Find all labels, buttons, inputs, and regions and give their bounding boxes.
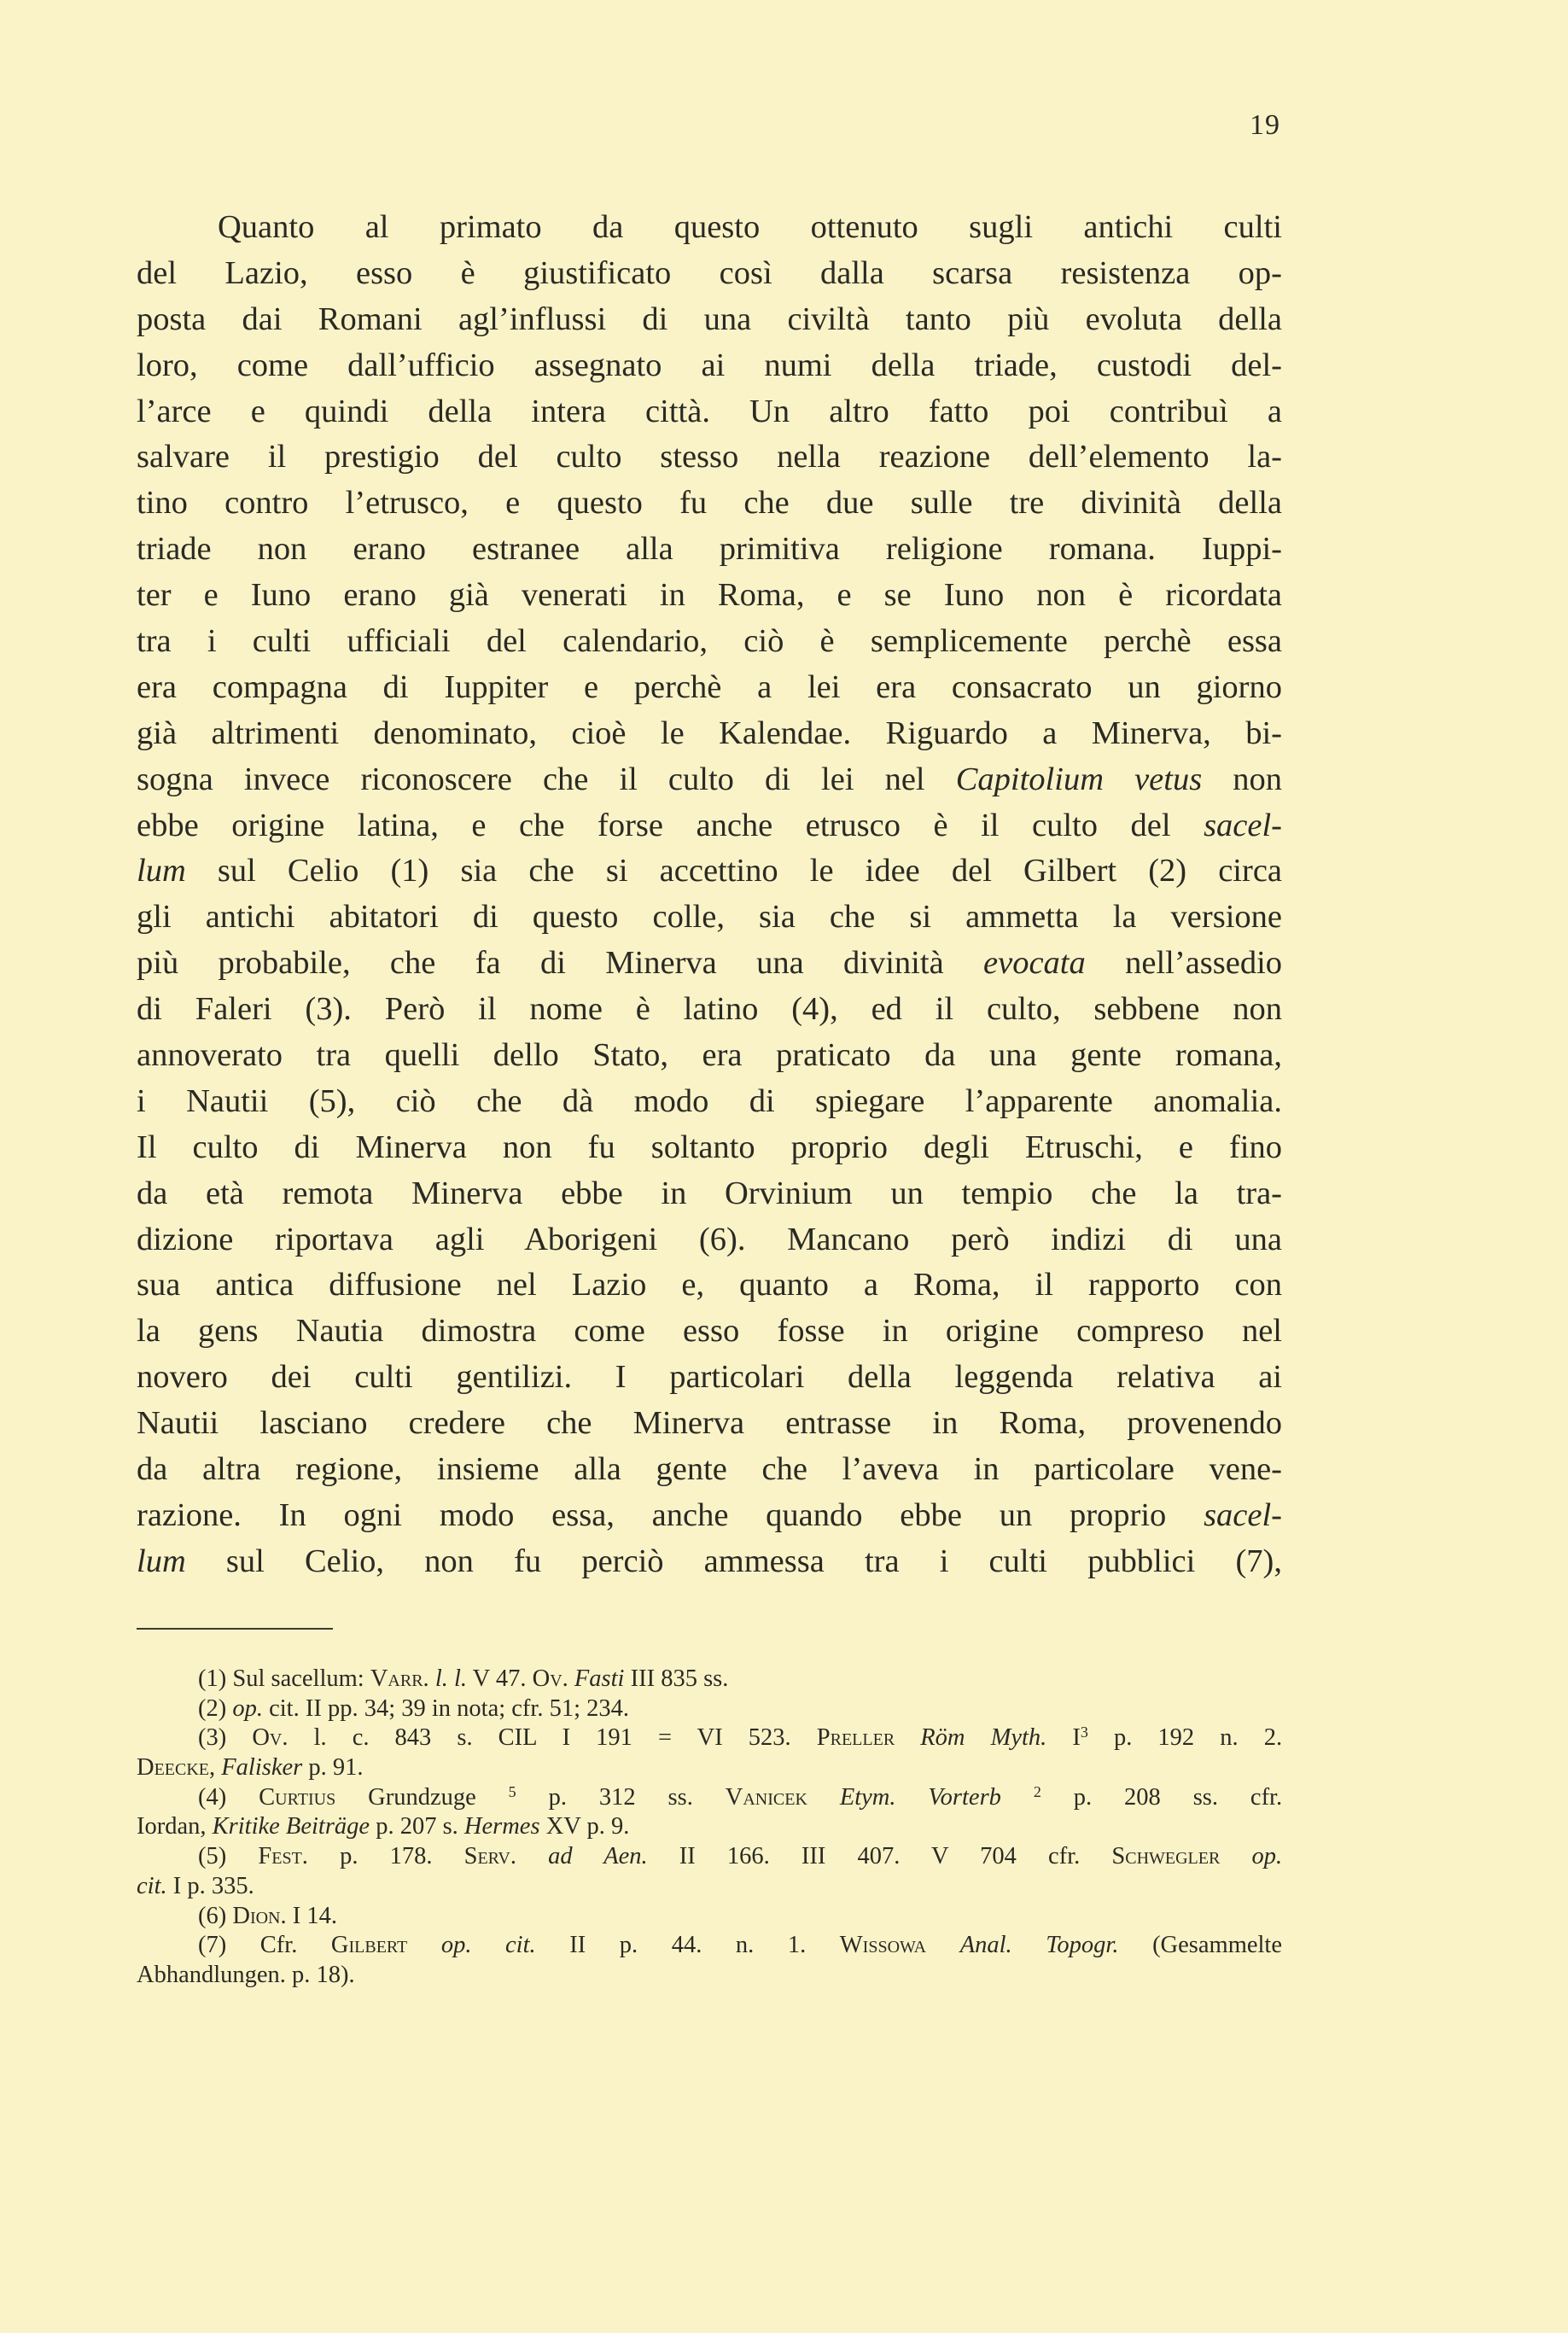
italic-term: sacel- — [1204, 807, 1282, 843]
footnote-number: (6) — [198, 1902, 227, 1929]
footnote-number: (2) — [198, 1694, 227, 1722]
italic-term: l. l. — [434, 1665, 468, 1692]
text-line: da età remota Minerva ebbe in Orvinium un tempio che la tra- — [137, 1175, 1282, 1211]
text-segment: p. 208 ss. cfr. — [1073, 1783, 1282, 1811]
volume: I — [1072, 1724, 1081, 1752]
italic-term: sacel- — [1204, 1496, 1282, 1533]
edition-superscript: 2 — [1033, 1782, 1041, 1800]
italic-term: Falisker — [221, 1754, 303, 1782]
italic-term: Anal. Topogr. — [959, 1932, 1119, 1959]
work-title: Grundzuge — [368, 1783, 476, 1811]
edition-superscript: 3 — [1080, 1724, 1088, 1741]
author-name: Wissowa — [839, 1932, 927, 1959]
text-line: Quanto al primato da questo ottenuto sugli antichi culti — [218, 209, 1282, 245]
text-line — [137, 1539, 1282, 1585]
author-name: Ov. — [252, 1724, 289, 1752]
footnote-5-cont — [137, 1872, 1282, 1902]
text-segment — [259, 1784, 476, 1811]
author-name: Deecke, — [137, 1754, 216, 1782]
text-line: del Lazio, esso è giustificato così dalla scarsa resistenza op- — [137, 254, 1282, 291]
text-line: loro, come dall’ufficio assegnato ai numi della triade, custodi del- — [137, 347, 1282, 383]
author-name: Serv. — [463, 1843, 516, 1870]
footnote-6 — [137, 1902, 1282, 1932]
author-name: Varr. — [370, 1665, 429, 1692]
text-line: Nautii lasciano credere che Minerva entrasse in Roma, provenendo — [137, 1405, 1282, 1442]
text-line: di Faleri (3). Però il nome è latino (4), ed il culto, sebbene non — [137, 991, 1282, 1028]
author-name: Preller — [816, 1724, 895, 1752]
footnote-number: (7) — [198, 1932, 227, 1959]
footnote-4 — [137, 1783, 1282, 1813]
text-segment: XV p. 9. — [545, 1813, 630, 1840]
footnote-7 — [137, 1931, 1282, 1961]
text-segment: razione. In ogni modo essa, anche quando ebbe un proprio — [137, 1496, 1167, 1533]
text-segment: ebbe origine latina, e che forse anche etrusco è il culto del — [137, 807, 1171, 843]
author-name: Schwegler — [1111, 1843, 1221, 1870]
text-line: novero dei culti gentilizi. I particolari della leggenda relativa ai — [137, 1359, 1282, 1396]
text-segment: più probabile, che fa di Minerva una divinità — [137, 945, 944, 982]
author-name: Iordan, — [137, 1813, 207, 1840]
text-segment: p. 207 s. — [376, 1813, 458, 1840]
italic-term: Hermes — [463, 1813, 540, 1840]
footnote-4-cont — [137, 1812, 1282, 1842]
text-line: l’arce e quindi della intera città. Un altro fatto poi contribuì a — [137, 393, 1282, 429]
footnote-3 — [137, 1724, 1282, 1753]
footnote-separator-rule — [137, 1628, 333, 1630]
text-line — [137, 757, 1282, 803]
text-segment: III 835 ss. — [630, 1665, 729, 1692]
author-name: Dion. — [232, 1902, 287, 1929]
edition-superscript: 5 — [508, 1782, 516, 1800]
italic-term: op. cit. — [440, 1932, 536, 1959]
italic-term: Fasti — [574, 1665, 625, 1692]
text-segment: I p. 335. — [172, 1872, 254, 1899]
text-segment: sul Celio (1) sia che si accettino le idee del Gilbert (2) circa — [217, 853, 1282, 889]
text-line: tino contro l’etrusco, e questo fu che due sulle tre divinità della — [137, 485, 1282, 522]
text-segment: Abhandlungen. p. 18). — [137, 1961, 355, 1988]
text-segment: V 47. — [472, 1665, 527, 1692]
footnote-7-cont — [137, 1961, 1282, 1991]
footnote-5 — [137, 1842, 1282, 1872]
italic-term: Etym. Vorterb — [839, 1783, 1001, 1811]
italic-term: cit. — [137, 1872, 167, 1899]
italic-term: ad Aen. — [548, 1843, 648, 1870]
text-segment: sul Celio, non fu perciò ammessa tra i culti pubblici (7), — [225, 1543, 1282, 1579]
footnote-number: (4) — [198, 1783, 227, 1811]
text-line: triade non erano estranee alla primitiva religione romana. Iuppi- — [137, 531, 1282, 568]
text-line: la gens Nautia dimostra come esso fosse in origine compreso nel — [137, 1313, 1282, 1350]
text-segment: nell’assedio — [1125, 945, 1282, 982]
italic-term: lum — [137, 1543, 186, 1579]
text-line — [137, 1493, 1282, 1539]
text-segment: l. c. 843 s. CIL I 191 = VI 523. — [313, 1724, 791, 1752]
footnote-3-cont — [137, 1753, 1282, 1783]
italic-term: Capitolium vetus — [955, 761, 1203, 797]
text-line: tra i culti ufficiali del calendario, ciò è semplicemente perchè essa — [137, 623, 1282, 660]
footnotes — [137, 1665, 1282, 1991]
footnote-number: (1) — [198, 1665, 227, 1692]
text-segment: Sul sacellum: — [232, 1665, 364, 1692]
text-line: già altrimenti denominato, cioè le Kalendae. Riguardo a Minerva, bi- — [137, 714, 1282, 751]
text-line: era compagna di Iuppiter e perchè a lei era consacrato un giorno — [137, 668, 1282, 705]
author-name: Gilbert — [330, 1932, 408, 1959]
author-name: Fest. — [258, 1843, 308, 1870]
footnote-2 — [137, 1694, 1282, 1724]
italic-term: Röm Myth. — [920, 1724, 1047, 1752]
italic-term: lum — [137, 853, 186, 889]
text-segment: II 166. III 407. V 704 cfr. — [679, 1843, 1081, 1870]
text-line: Il culto di Minerva non fu soltanto proprio degli Etruschi, e fino — [137, 1129, 1282, 1165]
text-segment: II p. 44. n. 1. — [569, 1932, 807, 1959]
text-segment: p. 91. — [308, 1754, 364, 1782]
text-line: dizione riportava agli Aborigeni (6). Mancano però indizi di una — [137, 1221, 1282, 1257]
text-segment: cit. II pp. 34; 39 in nota; cfr. 51; 234. — [269, 1694, 630, 1722]
footnote-number: (5) — [198, 1843, 227, 1870]
footnote-number: (3) — [198, 1724, 227, 1752]
text-segment: Cfr. — [259, 1932, 298, 1959]
text-line: gli antichi abitatori di questo colle, sia che si ammetta la versione — [137, 899, 1282, 936]
italic-term: op. — [1251, 1843, 1282, 1870]
text-segment: sogna invece riconoscere che il culto di lei nel — [137, 761, 925, 797]
author-name: Curtius — [259, 1783, 336, 1811]
text-segment: p. 178. — [340, 1843, 433, 1870]
author-name: Vanicek — [725, 1783, 807, 1811]
text-line: ter e Iuno erano già venerati in Roma, e se Iuno non è ricordata — [137, 577, 1282, 614]
italic-term: evocata — [983, 945, 1086, 982]
text-segment: p. 192 n. 2. — [1113, 1724, 1282, 1752]
text-line — [137, 803, 1282, 849]
italic-term: op. — [232, 1694, 263, 1722]
text-line — [137, 849, 1282, 895]
text-line: da altra regione, insieme alla gente che l’aveva in particolare vene- — [137, 1451, 1282, 1488]
footnote-1 — [137, 1665, 1282, 1694]
text-segment: p. 312 ss. — [548, 1783, 693, 1811]
body-paragraph — [137, 205, 1282, 1585]
text-line: salvare il prestigio del culto stesso nella reazione dell’elemento la- — [137, 439, 1282, 475]
text-segment: (Gesammelte — [1152, 1932, 1282, 1959]
author-name: Ov. — [532, 1665, 568, 1692]
text-line: sua antica diffusione nel Lazio e, quanto a Roma, il rapporto con — [137, 1267, 1282, 1304]
text-line: annoverato tra quelli dello Stato, era praticato da una gente romana, — [137, 1037, 1282, 1074]
page-number: 19 — [1250, 109, 1280, 141]
text-segment — [1072, 1724, 1088, 1751]
italic-term: Kritike Beiträge — [212, 1813, 370, 1840]
text-line — [137, 941, 1282, 987]
text-segment: I 14. — [292, 1902, 337, 1929]
text-line: i Nautii (5), ciò che dà modo di spiegare l’apparente anomalia. — [137, 1082, 1282, 1119]
text-line: posta dai Romani agl’influssi di una civiltà tanto più evoluta della — [137, 300, 1282, 337]
text-segment: non — [1233, 761, 1282, 797]
